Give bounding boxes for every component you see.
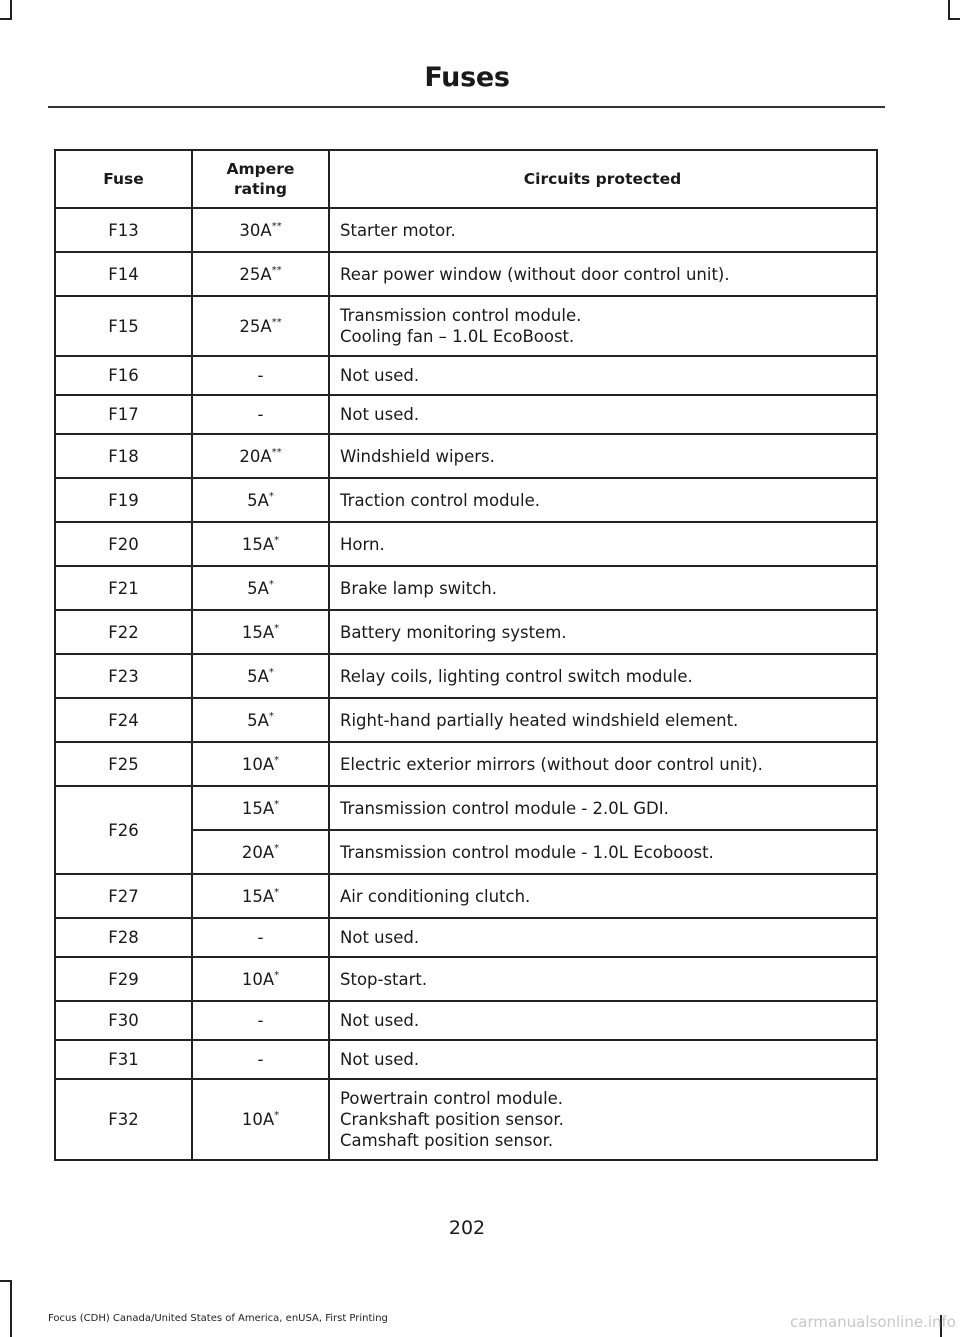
fuse-id-cell: F21: [55, 566, 192, 610]
header-circuits-protected: Circuits protected: [329, 150, 877, 208]
table-row: [55, 522, 877, 566]
footnote-mark: *: [268, 666, 274, 678]
circuit-line: Transmission control module - 2.0L GDI.: [340, 798, 669, 818]
footnote-mark: **: [271, 264, 282, 276]
table-row: [55, 698, 877, 742]
fuse-id-cell: F23: [55, 654, 192, 698]
table-row: [55, 1001, 877, 1040]
footnote-mark: *: [274, 842, 280, 854]
circuits-protected-cell: [329, 1040, 877, 1079]
circuits-protected-cell: [329, 918, 877, 957]
fuse-id-cell: F26: [55, 786, 192, 874]
circuits-protected-cell: [329, 522, 877, 566]
circuit-line: Not used.: [340, 405, 420, 424]
ampere-value: 20A: [241, 842, 275, 862]
circuit-line: Not used.: [340, 1011, 420, 1030]
table-row: [55, 1040, 877, 1079]
table-row: [55, 786, 877, 830]
ampere-value: 5A: [247, 490, 269, 510]
crop-mark: [0, 18, 12, 20]
ampere-rating-cell: [192, 654, 329, 698]
fuse-id-cell: F16: [55, 356, 192, 395]
ampere-value: 15A: [241, 534, 275, 554]
ampere-value: 5A: [247, 710, 269, 730]
circuit-line: Traction control module.: [340, 490, 540, 510]
fuse-id-cell: F18: [55, 434, 192, 478]
circuit-line: Right-hand partially heated windshield element.: [340, 710, 739, 730]
circuits-protected-cell: [329, 957, 877, 1001]
circuit-line: Battery monitoring system.: [340, 622, 567, 642]
ampere-rating-cell: [192, 208, 329, 252]
footnote-mark: *: [274, 798, 280, 810]
fuse-id-cell: F13: [55, 208, 192, 252]
ampere-value: 10A: [241, 969, 275, 989]
ampere-value: 10A: [241, 754, 275, 774]
fuse-table-body: [55, 208, 877, 1160]
footnote-mark: *: [274, 1110, 280, 1121]
ampere-rating-cell: [192, 296, 329, 356]
circuit-line: Rear power window (without door control unit).: [340, 264, 730, 284]
table-row: [55, 296, 877, 356]
ampere-value: 25A: [239, 316, 272, 336]
ampere-rating-cell: [192, 478, 329, 522]
table-row: [55, 874, 877, 918]
circuit-line: Transmission control module - 1.0L Ecoboost.: [340, 842, 714, 862]
footnote-mark: *: [274, 886, 280, 898]
ampere-value: 15A: [241, 798, 275, 818]
ampere-value: -: [257, 1011, 264, 1030]
circuit-line: Not used.: [340, 1050, 420, 1069]
ampere-value: 10A: [241, 1110, 275, 1129]
footnote-mark: *: [274, 622, 280, 634]
ampere-rating-cell: [192, 698, 329, 742]
circuits-protected-cell: [329, 252, 877, 296]
circuits-protected-cell: [329, 395, 877, 434]
table-row: [55, 1079, 877, 1160]
ampere-rating-cell: [192, 918, 329, 957]
circuits-protected-cell: [329, 208, 877, 252]
table-row: [55, 434, 877, 478]
ampere-rating-cell: [192, 957, 329, 1001]
circuit-line: Starter motor.: [340, 220, 456, 240]
fuse-table: [54, 149, 878, 1161]
footer-text: Focus (CDH) Canada/United States of America, enUSA, First Printing: [48, 1313, 388, 1324]
title-divider: [48, 106, 885, 108]
footnote-mark: *: [268, 710, 274, 722]
header-fuse: Fuse: [55, 150, 192, 208]
circuit-line: Cooling fan – 1.0L EcoBoost.: [340, 327, 575, 346]
crop-mark: [948, 0, 950, 18]
ampere-value: -: [257, 1050, 264, 1069]
circuits-protected-cell: [329, 1001, 877, 1040]
footnote-mark: *: [268, 490, 274, 502]
table-row: [55, 742, 877, 786]
circuits-protected-cell: [329, 434, 877, 478]
circuit-line: Windshield wipers.: [340, 446, 495, 466]
table-header-row: [55, 150, 877, 208]
circuits-protected-cell: [329, 654, 877, 698]
circuits-protected-cell: [329, 478, 877, 522]
ampere-rating-cell: [192, 786, 329, 830]
ampere-rating-cell: [192, 1079, 329, 1160]
circuit-line: Powertrain control module.: [340, 1089, 564, 1108]
footnote-mark: **: [271, 316, 282, 328]
ampere-value: 15A: [241, 622, 275, 642]
ampere-rating-cell: [192, 522, 329, 566]
circuit-line: Stop-start.: [340, 969, 428, 989]
circuit-line: Horn.: [340, 534, 385, 554]
circuits-protected-cell: [329, 566, 877, 610]
table-row: [55, 478, 877, 522]
circuits-protected-cell: [329, 742, 877, 786]
circuits-protected-cell: [329, 830, 877, 874]
footnote-mark: *: [268, 578, 274, 590]
ampere-rating-cell: [192, 874, 329, 918]
fuse-id-cell: F17: [55, 395, 192, 434]
footnote-mark: **: [271, 446, 282, 458]
circuits-protected-cell: [329, 296, 877, 356]
fuse-id-cell: F25: [55, 742, 192, 786]
crop-mark: [948, 18, 960, 20]
circuit-line: Camshaft position sensor.: [340, 1131, 554, 1150]
footnote-mark: *: [274, 969, 280, 981]
table-row: [55, 566, 877, 610]
circuits-protected-cell: [329, 1079, 877, 1160]
fuse-id-cell: F14: [55, 252, 192, 296]
ampere-rating-cell: [192, 610, 329, 654]
ampere-value: 30A: [239, 220, 272, 240]
table-row: [55, 610, 877, 654]
ampere-rating-cell: [192, 356, 329, 395]
footnote-mark: *: [274, 754, 280, 766]
page-title: Fuses: [424, 62, 510, 93]
ampere-value: 15A: [241, 886, 275, 906]
circuit-line: Crankshaft position sensor.: [340, 1110, 564, 1129]
table-row: [55, 957, 877, 1001]
table-row: [55, 654, 877, 698]
circuit-line: Not used.: [340, 366, 420, 385]
ampere-rating-cell: [192, 566, 329, 610]
circuit-line: Electric exterior mirrors (without door control unit).: [340, 754, 763, 774]
fuse-id-cell: F30: [55, 1001, 192, 1040]
ampere-rating-cell: [192, 742, 329, 786]
fuse-id-cell: F20: [55, 522, 192, 566]
circuit-line: Brake lamp switch.: [340, 578, 497, 598]
ampere-rating-cell: [192, 395, 329, 434]
circuit-line: Transmission control module.: [340, 306, 582, 325]
fuse-id-cell: F19: [55, 478, 192, 522]
table-row: [55, 395, 877, 434]
fuse-id-cell: F29: [55, 957, 192, 1001]
fuse-id-cell: F28: [55, 918, 192, 957]
crop-mark: [10, 0, 12, 18]
circuit-line: Relay coils, lighting control switch module.: [340, 666, 693, 686]
table-row: [55, 356, 877, 395]
page-number: 202: [448, 1217, 486, 1239]
circuits-protected-cell: [329, 874, 877, 918]
ampere-rating-cell: [192, 830, 329, 874]
fuse-id-cell: F32: [55, 1079, 192, 1160]
ampere-value: -: [257, 928, 264, 947]
crop-mark: [0, 1280, 12, 1282]
circuits-protected-cell: [329, 610, 877, 654]
footnote-mark: **: [271, 220, 282, 232]
ampere-rating-cell: [192, 1001, 329, 1040]
ampere-value: 5A: [247, 578, 269, 598]
circuits-protected-cell: [329, 356, 877, 395]
ampere-value: -: [257, 366, 264, 385]
ampere-value: -: [257, 405, 264, 424]
fuse-id-cell: F31: [55, 1040, 192, 1079]
fuse-id-cell: F15: [55, 296, 192, 356]
watermark: carmanualsonline.info: [790, 1313, 956, 1331]
fuse-id-cell: F22: [55, 610, 192, 654]
fuse-id-cell: F24: [55, 698, 192, 742]
table-row: [55, 252, 877, 296]
ampere-value: 25A: [239, 264, 272, 284]
ampere-value: 5A: [247, 666, 269, 686]
ampere-rating-cell: [192, 252, 329, 296]
circuits-protected-cell: [329, 698, 877, 742]
circuit-line: Not used.: [340, 928, 420, 947]
ampere-value: 20A: [239, 446, 272, 466]
fuse-id-cell: F27: [55, 874, 192, 918]
table-row: [55, 208, 877, 252]
footnote-mark: *: [274, 534, 280, 546]
ampere-rating-cell: [192, 434, 329, 478]
circuit-line: Air conditioning clutch.: [340, 886, 531, 906]
header-ampere-rating: Ampere rating: [192, 150, 329, 208]
ampere-rating-cell: [192, 1040, 329, 1079]
crop-mark: [10, 1282, 12, 1337]
table-row: [55, 918, 877, 957]
circuits-protected-cell: [329, 786, 877, 830]
